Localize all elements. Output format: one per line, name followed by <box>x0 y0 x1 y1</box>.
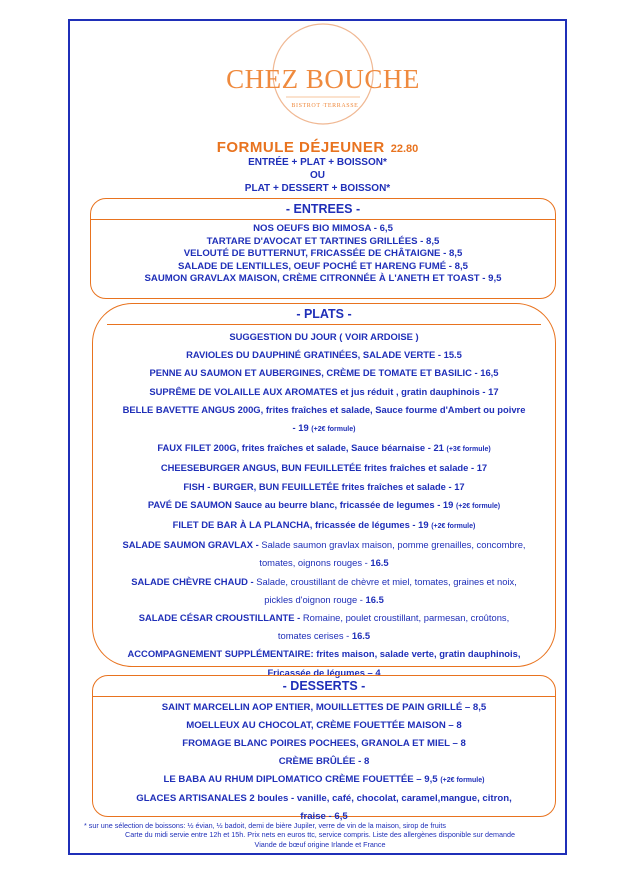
plat-item <box>93 346 555 364</box>
dessert-item <box>93 735 555 753</box>
footer-meat-origin: Viande de bœuf origine Irlande et France <box>254 839 386 849</box>
footer-service-note: Carte du midi servie entre 12h et 15h. Prix nets en euros ttc, service compris. Liste des allergènes disponible sur demande <box>125 830 515 840</box>
plat-name: PAVÉ DE SAUMON Sauce au beurre blanc, fricassée de legumes - 19 <box>147 498 454 510</box>
plats-title: - PLATS - <box>296 307 352 321</box>
plat-item <box>93 459 555 477</box>
footer-drinks-note: * sur une sélection de boissons: ½ évian, ½ badoit, demi de bière Jupiler, verre de vin de la maison, sirop de fruits <box>84 821 446 830</box>
plat-item <box>93 401 555 419</box>
dessert-name: FROMAGE BLANC POIRES POCHEES, GRANOLA ET MIEL – 8 <box>182 738 466 749</box>
plat-item <box>93 609 555 627</box>
formule-supplement: (+2€ formule) <box>431 523 476 531</box>
entree-item: SAUMON GRAVLAX MAISON, CRÈME CITRONNÉE À L'ANETH ET TOAST - 9,5 <box>144 273 502 285</box>
plat-item <box>93 383 555 401</box>
plat-item <box>93 496 555 516</box>
plat-price: 16.5 <box>349 630 371 642</box>
entree-item: NOS OEUFS BIO MIMOSA - 6,5 <box>253 223 393 234</box>
plat-name: Fricassée de légumes – 4 <box>267 666 381 678</box>
entrees-divider <box>91 219 555 220</box>
entrees-section <box>90 198 556 299</box>
plat-name: FILET DE BAR À LA PLANCHA, fricassée de légumes - 19 <box>172 519 429 531</box>
plat-description: Salade saumon gravlax maison, pomme grenailles, concombre, <box>258 539 526 551</box>
dessert-item <box>93 699 555 717</box>
logo-name: CHEZ BOUCHE <box>226 64 420 94</box>
plat-description: pickles d'oignon rouge - <box>264 593 363 605</box>
logo-tagline-left: BISTROT <box>291 103 321 109</box>
dessert-item <box>93 717 555 735</box>
desserts-section <box>92 675 556 822</box>
dessert-name: SAINT MARCELLIN AOP ENTIER, MOUILLETTES DE PAIN GRILLÉ – 8,5 <box>161 702 487 713</box>
plat-name: SALADE SAUMON GRAVLAX - <box>122 539 259 551</box>
plat-item <box>93 516 555 536</box>
plat-name: ACCOMPAGNEMENT SUPPLÉMENTAIRE: frites maison, salade verte, gratin dauphinois, <box>127 648 521 660</box>
plat-description: tomates, oignons rouges - <box>259 557 368 569</box>
restaurant-logo <box>226 22 420 132</box>
logo-graphic <box>226 22 420 132</box>
formule-supplement: (+2€ formule) <box>455 502 501 510</box>
plats-section <box>92 303 556 678</box>
desserts-title: - DESSERTS - <box>282 679 366 693</box>
entree-item: SALADE DE LENTILLES, OEUF POCHÉ ET HARENG FUMÉ - 8,5 <box>178 260 468 272</box>
plats-divider <box>107 324 541 325</box>
plat-item <box>93 554 555 572</box>
plat-name: PENNE AU SAUMON ET AUBERGINES, CRÈME DE TOMATE ET BASILIC - 16,5 <box>149 367 499 379</box>
plat-item <box>93 478 555 496</box>
plats-list <box>93 328 555 682</box>
plat-item <box>93 627 555 645</box>
entrees-list <box>91 223 555 286</box>
formule-price: 22.80 <box>390 143 419 155</box>
entree-item: VELOUTÉ DE BUTTERNUT, FRICASSÉE DE CHÂTAIGNE - 8,5 <box>183 248 463 260</box>
formule-option-1: ENTRÉE + PLAT + BOISSON* <box>248 157 387 168</box>
plat-item <box>93 439 555 459</box>
entree-item: TARTARE D'AVOCAT ET TARTINES GRILLÉES - 8,5 <box>206 235 440 247</box>
plat-item <box>93 645 555 663</box>
plat-name: FAUX FILET 200G, frites fraîches et salade, Sauce béarnaise - 21 <box>157 442 444 454</box>
plat-name: - 19 <box>292 422 309 434</box>
menu-footer <box>84 821 556 849</box>
plat-name: FISH - BURGER, BUN FEUILLETÉE frites fraîches et salade - 17 <box>183 480 465 492</box>
dessert-item <box>93 753 555 771</box>
formule-title: FORMULE DÉJEUNER <box>216 139 385 156</box>
plat-price: 16.5 <box>367 557 389 569</box>
dessert-name: CRÈME BRÛLÉE - 8 <box>278 756 370 767</box>
plat-description: tomates cerises - <box>277 630 350 642</box>
plat-price: 16.5 <box>362 593 384 605</box>
formule-or: OU <box>310 170 325 181</box>
plat-item <box>93 328 555 346</box>
plat-description: Romaine, poulet croustillant, parmesan, croûtons, <box>300 612 510 624</box>
svg-text:·: · <box>322 103 324 109</box>
plat-name: BELLE BAVETTE ANGUS 200G, frites fraîches et salade, Sauce fourme d'Ambert ou poivre <box>122 403 526 415</box>
plat-item <box>93 419 555 439</box>
dessert-name: MOELLEUX AU CHOCOLAT, CRÈME FOUETTÉE MAISON – 8 <box>186 720 462 731</box>
plat-description: Salade, croustillant de chèvre et miel, tomates, graines et noix, <box>253 575 517 587</box>
plat-name: SALADE CHÈVRE CHAUD - <box>131 575 254 587</box>
dessert-item <box>93 790 555 808</box>
formule-option-2: PLAT + DESSERT + BOISSON* <box>244 183 391 194</box>
formule-supplement: (+3€ formule) <box>446 446 491 454</box>
plat-name: RAVIOLES DU DAUPHINÉ GRATINÉES, SALADE VERTE - 15.5 <box>186 349 462 361</box>
dessert-name: LE BABA AU RHUM DIPLOMATICO CRÈME FOUETTÉE – 9,5 <box>163 774 438 785</box>
plat-name: SUGGESTION DU JOUR ( VOIR ARDOISE ) <box>229 331 419 342</box>
plat-item <box>93 591 555 609</box>
entrees-title: - ENTREES - <box>285 202 361 216</box>
plat-name: CHEESEBURGER ANGUS, BUN FEUILLETÉE frites fraîches et salade - 17 <box>160 462 488 474</box>
plat-name: SALADE CÉSAR CROUSTILLANTE - <box>138 612 301 624</box>
dessert-item <box>93 771 555 790</box>
formule-supplement: (+2€ formule) <box>311 426 356 434</box>
desserts-divider <box>93 696 555 697</box>
dessert-name: fraise - 6,5 <box>300 811 348 822</box>
desserts-list <box>93 699 555 826</box>
plat-item <box>93 536 555 554</box>
formule-supplement: (+2€ formule) <box>440 777 485 784</box>
plat-item <box>93 364 555 382</box>
dessert-name: GLACES ARTISANALES 2 boules - vanille, café, chocolat, caramel,mangue, citron, <box>136 793 512 804</box>
plat-name: SUPRÊME DE VOLAILLE AUX AROMATES et jus réduit , gratin dauphinois - 17 <box>149 385 499 397</box>
formule-heading <box>70 139 565 157</box>
logo-tagline-right: TERRASSE <box>323 103 359 109</box>
plat-item <box>93 573 555 591</box>
